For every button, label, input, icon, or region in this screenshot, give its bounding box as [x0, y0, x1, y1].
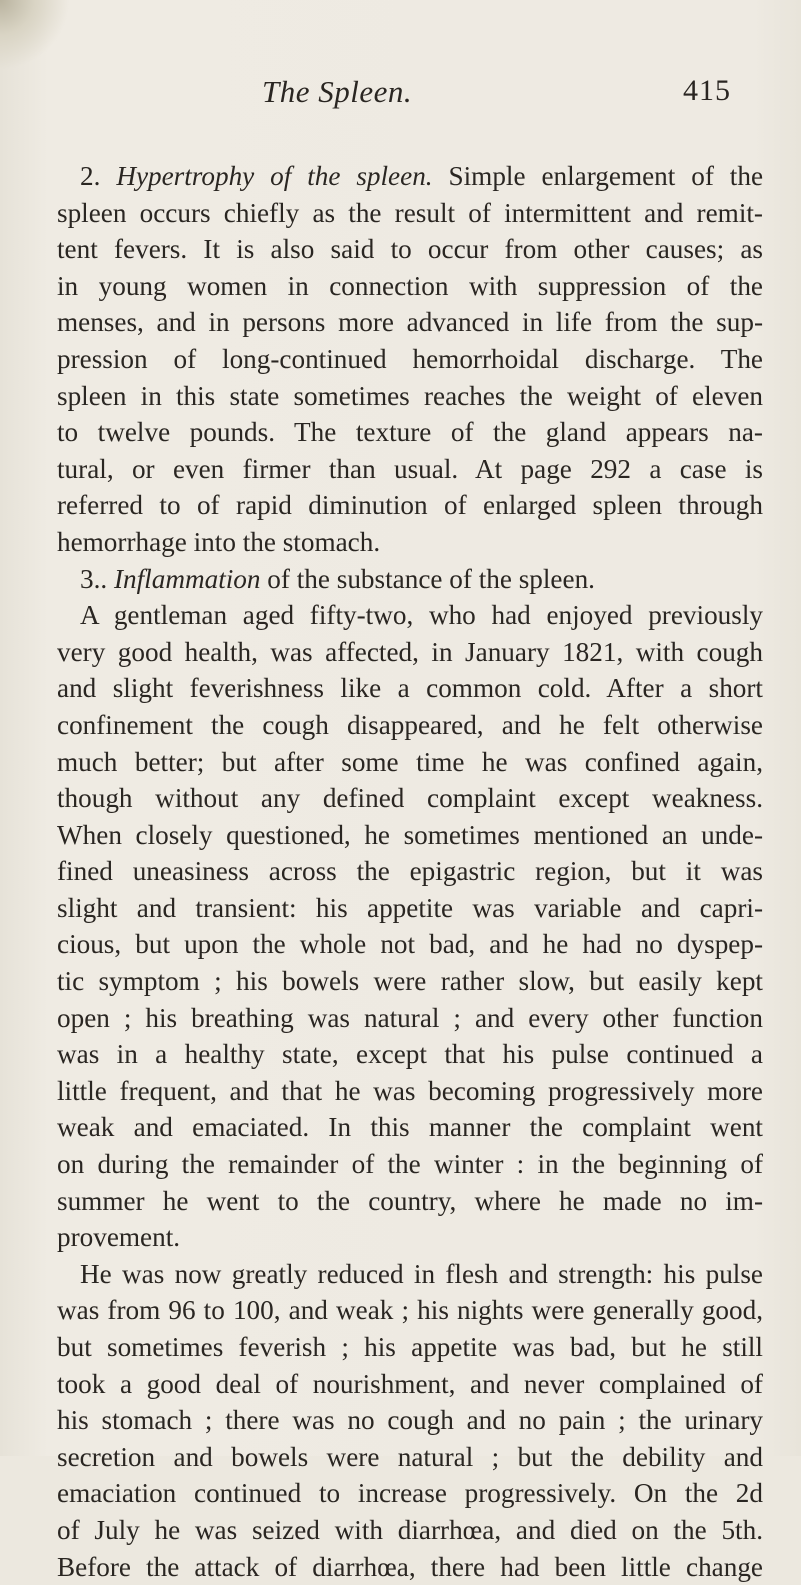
text-line: weak and emaciated. In this manner the complaint went: [57, 1112, 763, 1143]
text-line: very good health, was affected, in January 1821, with cough: [57, 636, 763, 667]
text-line: slight and transient: his appetite was variable and capri-: [57, 892, 763, 923]
text-line: tent fevers. It is also said to occur from other causes; as: [57, 234, 763, 265]
text-line: pression of long-continued hemorrhoidal discharge. The: [57, 343, 763, 374]
text-line: provement.: [57, 1222, 181, 1253]
text-line: in young women in connection with suppression of the: [57, 270, 763, 301]
text-line: referred to of rapid diminution of enlarged spleen through: [57, 490, 763, 521]
text-line: was from 96 to 100, and weak ; his nights were generally good,: [57, 1295, 763, 1326]
text-line: cious, but upon the whole not bad, and he had no dyspep-: [57, 929, 763, 960]
text-line: took a good deal of nourishment, and never complained of: [57, 1368, 763, 1399]
text-line: A gentleman aged fifty-two, who had enjoyed previously: [80, 600, 763, 631]
text-line: emaciation continued to increase progressively. On the 2d: [57, 1478, 763, 1509]
text-line: tural, or even firmer than usual. At page 292 a case is: [57, 453, 763, 484]
text-line: though without any defined complaint except weakness.: [57, 783, 763, 814]
text-line: secretion and bowels were natural ; but the debility and: [57, 1441, 763, 1472]
text-line: When closely questioned, he sometimes mentioned an unde-: [57, 819, 763, 850]
body-text: [57, 158, 763, 1585]
text-line: spleen in this state sometimes reaches the weight of eleven: [57, 380, 763, 411]
text-line: fined uneasiness across the epigastric region, but it was: [57, 856, 763, 887]
text-line: to twelve pounds. The texture of the gland appears na-: [57, 417, 763, 448]
text-line: much better; but after some time he was confined again,: [57, 746, 763, 777]
text-line: and slight feverishness like a common cold. After a short: [57, 673, 763, 704]
text-line: Before the attack of diarrhœa, there had been little change: [57, 1551, 763, 1582]
text-line: confinement the cough disappeared, and he felt otherwise: [57, 709, 763, 740]
text-line: 2. Hypertrophy of the spleen. Simple enlargement of the: [80, 161, 763, 191]
text-line: little frequent, and that he was becoming progressively more: [57, 1075, 763, 1106]
text-line: menses, and in persons more advanced in life from the sup-: [57, 307, 763, 338]
text-line: summer he went to the country, where he made no im-: [57, 1185, 763, 1216]
text-line: on during the remainder of the winter : in the beginning of: [57, 1149, 763, 1180]
text-line: He was now greatly reduced in flesh and strength: his pulse: [80, 1258, 763, 1289]
text-line: his stomach ; there was no cough and no pain ; the urinary: [57, 1405, 763, 1436]
text-line: but sometimes feverish ; his appetite was bad, but he still: [57, 1332, 763, 1362]
running-head: [0, 56, 801, 116]
text-line: open ; his breathing was natural ; and every other function: [57, 1002, 763, 1033]
italic-phrase: Inflammation: [113, 563, 261, 594]
text-line: tic symptom ; his bowels were rather slow, but easily kept: [57, 966, 763, 997]
text-line: hemorrhage into the stomach.: [57, 526, 381, 557]
text-line: was in a healthy state, except that his pulse continued a: [57, 1039, 763, 1070]
italic-phrase: Hypertrophy of the spleen.: [116, 161, 433, 191]
text-line: of July he was seized with diarrhœa, and died on the 5th.: [57, 1514, 763, 1545]
running-head-title: The Spleen.: [262, 74, 413, 109]
page-number: 415: [683, 74, 731, 107]
text-line: spleen occurs chiefly as the result of intermittent and remit-: [57, 197, 763, 228]
section-heading-line: 3.. Inflammation of the substance of the spleen.: [80, 563, 595, 594]
